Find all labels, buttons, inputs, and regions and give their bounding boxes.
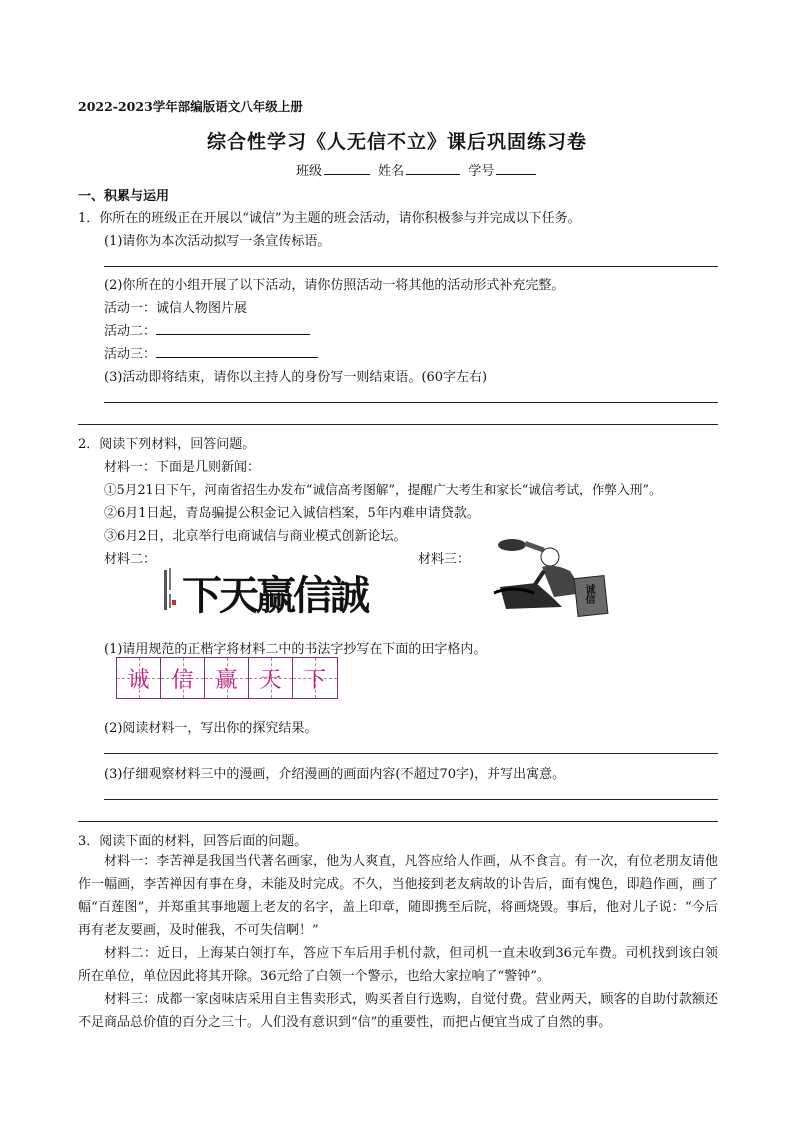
q1-sub3: (3)活动即将结束，请你以主持人的身份写一则结束语。(60字左右) <box>104 370 488 385</box>
cartoon-sign: 诚信 <box>583 584 594 604</box>
answer-line[interactable] <box>78 424 718 425</box>
q3-material-1: 材料一：李苦禅是我国当代著名画家，他为人爽直，凡答应给人作画，从不食言。有一次，有位老朋友请他作一幅画，李苦禅因有事在身，未能及时完成。不久，当他接到老友病故的讣告后，面有愧色，即趋作画，画了幅“百莲图”，并郑重其事地题上老友的名字，盖上印章，随即携至后院，将画烧毁。事后，他对儿子说：“今后再有老友要画，及时催我，不可失信啊！” <box>78 854 718 938</box>
class-label: 班级 <box>296 164 323 179</box>
q1-sub2: (2)你所在的小组开展了以下活动，请你仿照活动一将其他的活动形式补充完整。 <box>104 278 565 293</box>
q2-sub2: (2)阅读材料一，写出你的探究结果。 <box>104 721 318 736</box>
q2-stem: 2．阅读下列材料，回答问题。 <box>78 437 256 452</box>
grid-char: 天 <box>259 667 282 693</box>
exam-subtitle: 2022-2023学年部编版语文八年级上册 <box>78 99 303 114</box>
activity-3-blank[interactable] <box>156 345 318 358</box>
id-blank[interactable] <box>496 162 536 175</box>
q3-stem: 3．阅读下面的材料，回答后面的问题。 <box>78 834 308 849</box>
answer-line[interactable] <box>104 402 718 403</box>
grid-cell[interactable] <box>205 658 249 698</box>
grid-cell[interactable] <box>117 658 161 698</box>
calligraphy-text: 下天赢信誠 <box>182 572 367 619</box>
material-2-label: 材料二： <box>104 552 157 567</box>
calligraphy-image <box>162 562 367 620</box>
activity-3: 活动三： <box>104 343 318 362</box>
id-label: 学号 <box>468 164 495 179</box>
name-label: 姓名 <box>378 164 405 179</box>
q3-material-2: 材料二：近日，上海某白领打车，答应下车后用手机付款，但司机一直未收到36元车费。司机找到该白领所在单位，单位因此将其开除。36元给了白领一个警示，也给大家拉响了“警钟”。 <box>78 946 718 984</box>
answer-line[interactable] <box>78 821 718 822</box>
answer-line[interactable] <box>104 753 718 754</box>
material-1-intro: 材料一：下面是几则新闻： <box>104 460 261 475</box>
section-heading: 一、积累与运用 <box>78 189 170 204</box>
q1-stem: 1．你所在的班级正在开展以“诚信”为主题的班会活动，请你积极参与并完成以下任务。 <box>78 211 581 226</box>
exam-title: 综合性学习《人无信不立》课后巩固练习卷 <box>206 131 587 153</box>
news-item-1: ①5月21日下午，河南省招生办发布“诚信高考图解”，提醒广大考生和家长“诚信考试，作弊入刑”。 <box>104 482 662 497</box>
grid-char: 诚 <box>127 667 150 693</box>
grid-cell[interactable] <box>249 658 293 698</box>
q3-material-3: 材料三：成都一家卤味店采用自主售卖形式，购买者自行选购，自觉付费。营业两天，顾客的自助付款额还不足商品总价值的百分之三十。人们没有意识到“信”的重要性，而把占便宜当成了自然的事。 <box>78 992 718 1030</box>
q2-sub3: (3)仔细观察材料三中的漫画，介绍漫画的画面内容(不超过70字)，并写出寓意。 <box>104 767 566 782</box>
news-item-3: ③6月2日，北京举行电商诚信与商业模式创新论坛。 <box>104 529 407 544</box>
grid-char: 下 <box>303 667 326 693</box>
material-3-label: 材料三： <box>418 552 471 567</box>
grid-char: 赢 <box>215 667 238 693</box>
q2-sub1: (1)请用规范的正楷字将材料二中的书法字抄写在下面的田字格内。 <box>104 642 487 657</box>
student-info-fields <box>296 160 540 179</box>
class-blank[interactable] <box>324 162 370 175</box>
answer-line[interactable] <box>104 266 718 267</box>
grid-cell[interactable] <box>161 658 205 698</box>
activity-1: 活动一：诚信人物图片展 <box>104 301 248 316</box>
name-blank[interactable] <box>406 162 460 175</box>
answer-line[interactable] <box>104 799 718 800</box>
news-item-2: ②6月1日起，青岛骗提公积金记入诚信档案，5年内难申请贷款。 <box>104 506 480 521</box>
grid-cell[interactable] <box>293 658 337 698</box>
grid-char: 信 <box>171 667 194 693</box>
activity-2: 活动二： <box>104 320 310 339</box>
activity-2-blank[interactable] <box>156 322 310 335</box>
q1-sub1: (1)请你为本次活动拟写一条宣传标语。 <box>104 234 331 249</box>
cartoon-image <box>492 537 612 619</box>
tianzige-grid[interactable] <box>116 657 338 699</box>
